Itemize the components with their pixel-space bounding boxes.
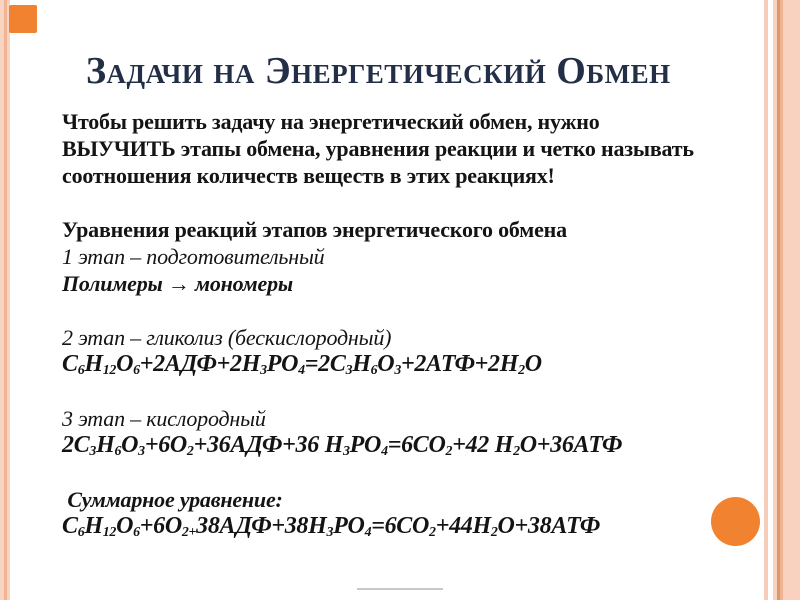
blank-line — [62, 189, 752, 216]
text-line: Полимеры → мономеры — [62, 271, 293, 296]
page-title: Задачи на Энергетический Обмен — [86, 50, 671, 92]
corner-accent-square — [9, 5, 37, 33]
text-line: 3 этап – кислородный — [62, 406, 266, 431]
text-line: Чтобы решить задачу на энергетический обмен, нужно — [62, 109, 600, 134]
blank-line — [62, 297, 752, 324]
text-line: соотношения количеств веществ в этих реакциях! — [62, 163, 555, 188]
blank-line — [62, 378, 752, 405]
text-line: ВЫУЧИТЬ этапы обмена, уравнения реакции и четко называть — [62, 136, 694, 161]
footer-divider-line — [357, 588, 443, 590]
left-pinstripe-border — [0, 0, 10, 600]
right-pinstripe-border — [762, 0, 800, 600]
equation-line: $C_6H_{12}O_6+6O_{2+}38АДФ+38H_3PO_4=6CO_2+44H_2O+38АТФ$ — [62, 513, 600, 541]
text-line: Суммарное уравнение: — [62, 487, 283, 512]
blank-line — [62, 459, 752, 486]
slide-body-text — [62, 108, 752, 540]
equation-line: $C_6H_{12}O_6+2АДФ+2H_3PO_4=2C_3H_6O_3+2АТФ+2H_2O$ — [62, 351, 542, 379]
equation-line: $2C_3H_6O_3+6O_2+36АДФ+36$ $H_3PO_4=6CO_2+42$ $H_2O+36АТФ$ — [62, 432, 623, 460]
text-line: 2 этап – гликолиз (бескислородный) — [62, 325, 392, 350]
text-line: Уравнения реакций этапов энергетического обмена — [62, 217, 567, 242]
text-line: 1 этап – подготовительный — [62, 244, 325, 269]
